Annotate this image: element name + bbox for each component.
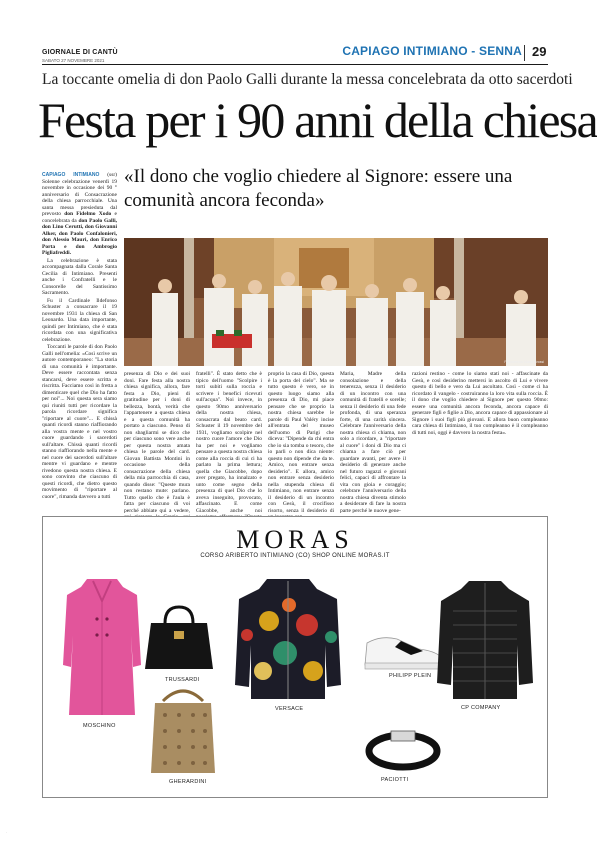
page-corner-mark: ·	[6, 830, 8, 835]
article-column-4: proprio la casa di Dio, questa è la porta del cielo". Ma se tutto questo è vero, se in questo luogo siamo alla presenza di Dio, mi piace pensare che se proprio la nostra chiesa sarebbe le parole di Paul Valéry incise all'entrata del museo dell'uomo di Parigi che diceva: "Dipende da chi entra che io sia tomba o tesoro, che io parli o non dica niente: questo non dipende che da te. Amico, non entrare senza desiderio". E allora, amico non entrare senza desiderio nella stupenda chiesa di Intimiano, non entrare senza il desiderio di un incontro con Gesù, il crocifisso risorto, senza il desiderio di	[268, 371, 334, 514]
lead-place: CAPIAGO INTIMIANO	[42, 172, 100, 178]
article-column-6: razioni restino - come lo siamo stati noi - affascinate da Gesù, e così desiderino mettersi in ascolto di Lui e vivere questo di bello e vero da Lui ascoltato. Così - come ci ha ricordato il vangelo - costruiranno la loro vita sulla roccia. È il dono che voglio chiedere al Signore per questo 90mo: essere una comunità ancora feconda, ancora capace di generare figli e figlie a Dio, ancora capace di appassionare al Signore i suoi figli più giovani. E allora buon compleanno cara chiesa di Intimiano, il tuo compleanno è il compleanno di tutti noi, oggi è davvero la nostra festa».	[412, 371, 548, 436]
header-rule	[42, 64, 548, 65]
product-label-moschino: MOSCHINO	[83, 723, 116, 729]
product-label-trussardi: TRUSSARDI	[165, 677, 200, 683]
gherardini-bag-image	[149, 685, 217, 777]
article-headline: Festa per i 90 anni della chiesa	[38, 92, 597, 148]
masthead-date: SABATO 27 NOVEMBRE 2021	[42, 58, 105, 63]
product-label-versace: VERSACE	[275, 706, 304, 712]
section-title: CAPIAGO INTIMIANO - SENNA	[342, 44, 522, 58]
article-pull-quote: «Il dono che voglio chiedere al Signore: essere una comunità ancora feconda»	[124, 166, 513, 211]
article-kicker: La toccante omelia di don Paolo Galli durante la messa concelebrata da otto sacerdoti	[42, 71, 573, 88]
article-column-1: CAPIAGO INTIMIANO (ssr) Solenne celebrazione venerdì 19 novembre in occasione dei 90 ° anniversario di Consacrazione della chiesa parrocchiale. Una santa messa presieduta dal prevosto don Fidelmo Xodo e concelebrata da don Paolo Galli, don Lino Cerutti, don Giovanni Alker, don Paolo Confalonieri, don Alessio Mauri, don Enrico Porta e don Ambrogio Pigliafreddi. La celebrazione è stata accompagnata dalla Corale Santa Cecilia di Intimiano. Presenti anche i Confratelli e le Consorelle del Santissimo Sacramento. Fu il Cardinale Ildefonso Schuster a consacrare il 19 novembre 1931 la chiesa di San Leonardo. Una data importante, quindi per Intimiano, che è stata ricordata con una significativa celebrazione. Toccanti le parole di don Paolo Galli nell'omelia: «Così scrive un autore contemporaneo: "La storia di una comunità è importante. Deve essere raccontata senza stancarsi, deve essere scritta e riscritta. Facciamo così in fretta a dimenticare quel che Dio ha fatto per noi"... Noi questa sera siamo qui riuniti tutti per ricordare la parola ricordare significa "riportare al cuore"... E chissà quanti ricordi stanno riaffiorando alla vostra mente e nel vostro cuore guardando i sacerdoti sull'altare. Chissà quanti ricordi stanno riaffiorando nella mente e nel cuore dei sacerdoti sull'altare mentre vi guardano e mentre rivedono questa nostra chiesa. E sono convinto che ciascuno di questi ricordi, che dietro questo movimento di "riportare al cuore", rimanda davvero a tutti	[42, 172, 117, 500]
moras-advertisement	[42, 516, 548, 798]
article-column-2: presenza di Dio e dei suoi doni. Fare festa alla nostra chiesa significa, allora, fare festa a Dio, pieni di gratitudine per i doni di bellezza, bontà, verità che l'appartenere a questa chiesa e a questa comunità ha portato a ciascuno. Penso di non sbagliarmi se dico che per ciascuno sono vere anche per questa nostra amata chiesa le parole del card. Giovan Battista Montini in occasione della consacrazione della chiesa della mia parrocchia di casa, quando disse: "Queste mura non restano mute: parlano. Tutto quello che è l'aula è fatta per ciascuno di voi perché abbiate qui a vedere,	[124, 371, 190, 514]
ad-brand-logo: MORAS	[236, 525, 354, 554]
page-number: 29	[532, 44, 547, 59]
product-label-philipp-plein: PHILIPP PLEIN	[389, 673, 432, 679]
photo-credit: Fotoservizio Mario Grossi	[504, 360, 544, 364]
philipp-plein-sneaker-image	[361, 629, 445, 671]
church-mass-photo	[124, 238, 548, 366]
header-separator	[524, 45, 525, 61]
product-label-paciotti: PACIOTTI	[381, 777, 409, 783]
masthead-paper-name: GIORNALE DI CANTÙ	[42, 49, 118, 56]
product-label-cp-company: CP COMPANY	[461, 705, 501, 711]
article-column-3: fratelli". È stato detto che è tipico dell'uomo "Scolpire i torti subiti sulla roccia e scrivere i benefici ricevuti sull'acqua". Noi invece, in questo 90mo anniversario della nostra chiesa, consacrata dal beato card. Schuster il 19 novembre del 1931, vogliamo scolpire nel nostro cuore l'amore che Dio ha per noi e vogliamo pensare a questa nostra chiesa come alla roccia di cui ci ha parlato la prima lettura; quella che Giacobbe, dopo aver pregato, ha innalzato e unto come segno della presenza di quel Dio che lo aveva inseguito, provocato, affascinato. E come Giacobbe, anche noi	[196, 371, 262, 514]
article-column-5: Maria, Madre della consolazione e della tenerezza, senza il desiderio di un incontro con una comunità di fratelli e sorelle; senza il desiderio di una fede profonda, di una speranza forte, di una carità sincera. Celebrare l'anniversario della nostra chiesa ci chiama, non solo a ricordare, a "riportare al cuore" i doni di Dio ma ci chiama a fare ciò per guardare avanti, per avere il desiderio di generare anche nel futuro ragazzi e giovani felici, capaci di affrontare la vita con gioia e coraggio; celebrare l'anniversario della nostra chiesa diventa stimolo a desiderare di fare la nostra parte perché le nuove gene-	[340, 371, 406, 514]
black-handbag-image	[143, 605, 215, 671]
ad-subline: CORSO ARIBERTO INTIMIANO (CO) SHOP ONLINE MORAS.IT	[200, 553, 390, 559]
versace-jacket-image	[233, 575, 343, 703]
cp-company-jacket-image	[435, 579, 535, 701]
pink-coat-image	[57, 575, 147, 720]
paciotti-belt-image	[365, 725, 441, 773]
product-label-gherardini: GHERARDINI	[169, 779, 207, 785]
